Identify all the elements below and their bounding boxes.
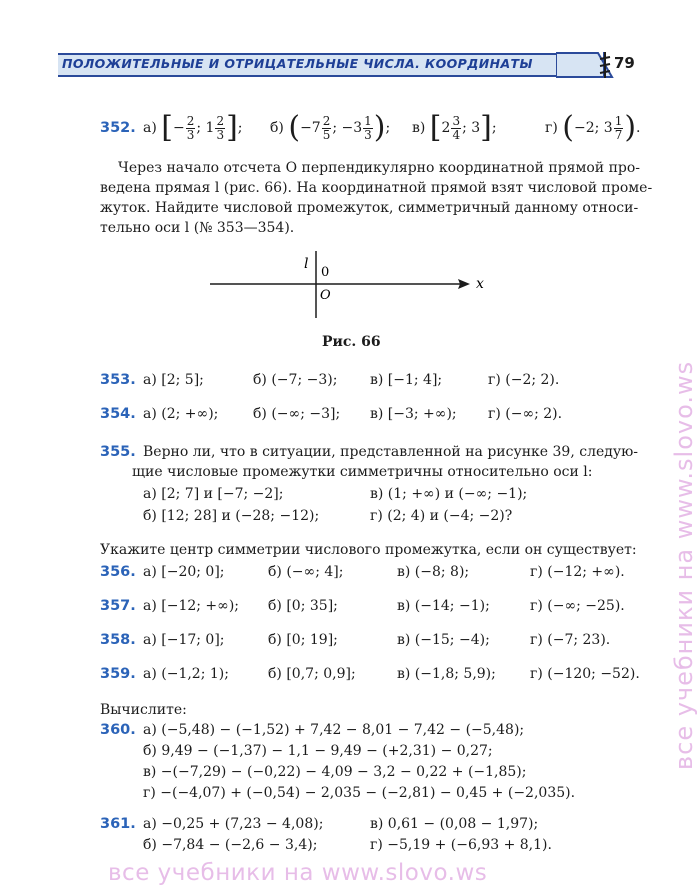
value: 2 <box>441 120 451 136</box>
task-center-heading: Укажите центр симметрии числового промежутка, если он существует: <box>100 542 637 558</box>
item-label: г) <box>545 120 558 136</box>
item-d: г) (−∞; −25). <box>530 598 625 614</box>
page-mark-icon <box>598 50 612 80</box>
sign: − <box>172 120 185 136</box>
separator: ; 1 <box>196 120 215 136</box>
item-d: г) −5,19 + (−6,93 + 8,1). <box>370 837 552 853</box>
item-b: б) (−∞; −3]; <box>253 406 341 422</box>
item-b: б) [0,7; 0,9]; <box>268 666 356 682</box>
item-a: а) −0,25 + (7,23 − 4,08); <box>143 816 324 832</box>
separator: ; 3 <box>462 120 481 136</box>
problem-number: 356. <box>100 564 136 580</box>
zero-label: 0 <box>321 265 330 280</box>
item-c: в) (−8; 8); <box>397 564 470 580</box>
watermark-bottom: все учебники на www.slovo.ws <box>108 860 488 886</box>
separator: ; −3 <box>332 120 363 136</box>
problem-number: 353. <box>100 372 136 388</box>
item-d: г) −(−4,07) + (−0,54) − 2,035 − (−2,81) − 0,45 + (−2,035). <box>143 785 576 801</box>
page-header <box>58 50 678 80</box>
page-number: 79 <box>614 54 635 72</box>
problem-number: 358. <box>100 632 136 648</box>
fraction: $\frac{1}{7}$ <box>614 113 623 142</box>
intro-line-2: ведена прямая l (рис. 66). На координатной прямой взят числовой проме- <box>100 180 653 196</box>
item-c: в) [−3; +∞); <box>370 406 457 422</box>
problem-number: 357. <box>100 598 136 614</box>
item-d: г) (−120; −52). <box>530 666 640 682</box>
problem-number: 360. <box>100 722 136 738</box>
intro-line-4: тельно оси l (№ 353—354). <box>100 220 295 236</box>
figure-66 <box>200 246 500 326</box>
item-a: а) (−5,48) − (−1,52) + 7,42 − 8,01 − 7,42 − (−5,48); <box>143 722 525 738</box>
item-c: в) 0,61 − (0,08 − 1,97); <box>370 816 539 832</box>
origin-label: O <box>320 288 331 303</box>
item-b: б) [12; 28] и (−28; −12); <box>143 508 320 524</box>
value: −2; 3 <box>573 120 613 136</box>
fraction: $\frac{2}{3}$ <box>216 113 225 142</box>
intro-line-1: Через начало отсчета O перпендикулярно координатной прямой про- <box>118 160 641 176</box>
problem-number: 354. <box>100 406 136 422</box>
chapter-title: ПОЛОЖИТЕЛЬНЫЕ И ОТРИЦАТЕЛЬНЫЕ ЧИСЛА. КООРДИНАТЫ <box>62 56 533 71</box>
item-c: в) −(−7,29) − (−0,22) − 4,09 − 3,2 − 0,22 + (−1,85); <box>143 764 527 780</box>
item-a: а) (−1,2; 1); <box>143 666 229 682</box>
problem-number: 352. <box>100 120 136 136</box>
item-a: а) [−20; 0]; <box>143 564 225 580</box>
watermark-side: все учебники на www.slovo.ws <box>670 360 698 770</box>
item-a: а) [2; 5]; <box>143 372 204 388</box>
item-d: г) (−12; +∞). <box>530 564 625 580</box>
item-b: б) [0; 19]; <box>268 632 338 648</box>
problem-number: 361. <box>100 816 136 832</box>
item-d: г) (−2; 2). <box>488 372 560 388</box>
item-d: г) (−7; 23). <box>530 632 611 648</box>
l-axis-label: l <box>304 256 309 272</box>
item-b: б) (−7 $\frac{2}{5}$ ; −3 $\frac{1}{3}$ ); <box>270 110 391 145</box>
item-a: а) (2; +∞); <box>143 406 219 422</box>
fraction: $\frac{2}{5}$ <box>322 113 331 142</box>
item-c: в) [−1; 4]; <box>370 372 443 388</box>
item-d: г) (2; 4) и (−4; −2)? <box>370 508 513 524</box>
item-c: в) [2 $\frac{3}{4}$ ; 3]; <box>412 110 497 145</box>
fraction: $\frac{2}{3}$ <box>186 113 195 142</box>
item-b: б) −7,84 − (−2,6 − 3,4); <box>143 837 318 853</box>
value: −7 <box>300 120 321 136</box>
intro-line-3: жуток. Найдите числовой промежуток, симметричный данному относи- <box>100 200 639 216</box>
item-b: б) [0; 35]; <box>268 598 338 614</box>
problem-text: Верно ли, что в ситуации, представленной на рисунке 39, следую- <box>143 444 639 460</box>
item-a: а) [−17; 0]; <box>143 632 225 648</box>
problem-number: 355. <box>100 444 136 460</box>
item-label: в) <box>412 120 426 136</box>
problem-355-line-2: щие числовые промежутки симметричны относительно оси l: <box>132 464 593 480</box>
item-a: а) [−12; +∞); <box>143 598 240 614</box>
item-c: в) (1; +∞) и (−∞; −1); <box>370 486 528 502</box>
item-a: а) [− $\frac{2}{3}$ ; 1 $\frac{2}{3}$ ]; <box>143 110 243 145</box>
item-b: б) (−7; −3); <box>253 372 338 388</box>
x-axis-label: x <box>476 276 484 292</box>
item-d: г) (−∞; 2). <box>488 406 563 422</box>
item-d: г) (−2; 3 $\frac{1}{7}$ ). <box>545 110 641 145</box>
item-c: в) (−15; −4); <box>397 632 490 648</box>
task-compute-heading: Вычислите: <box>100 702 187 718</box>
item-c: в) (−14; −1); <box>397 598 490 614</box>
item-a: а) [2; 7] и [−7; −2]; <box>143 486 284 502</box>
item-c: в) (−1,8; 5,9); <box>397 666 496 682</box>
item-label: б) <box>270 120 284 136</box>
end-mark: . <box>636 120 641 136</box>
figure-caption: Рис. 66 <box>322 334 381 350</box>
fraction: $\frac{3}{4}$ <box>452 113 461 142</box>
item-label: а) <box>143 120 157 136</box>
item-b: б) 9,49 − (−1,37) − 1,1 − 9,49 − (+2,31) − 0,27; <box>143 743 493 759</box>
item-b: б) (−∞; 4]; <box>268 564 344 580</box>
fraction: $\frac{1}{3}$ <box>364 113 372 142</box>
problem-number: 359. <box>100 666 136 682</box>
